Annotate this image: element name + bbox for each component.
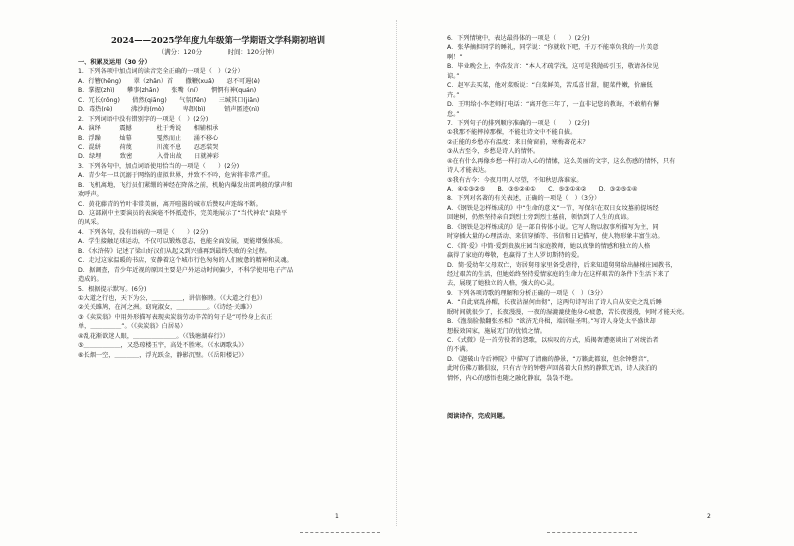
- text-line: D．绿埋 致密 入骨出故 日就神彩: [78, 153, 219, 161]
- text-line: 1．下列各项中加点词的读音完全正确的一项是（ ）（2分）: [78, 68, 244, 76]
- footer-rule-right: [547, 532, 637, 534]
- text-line: C．赵军去买菜，他对菜贩说：“白菜鲜美，苦瓜喜甘甜，腿菜件嫩，价廉低: [447, 82, 653, 90]
- text-line: 9．下列各项诗歌的理解和分析正确的一项是（ ）（3分）: [447, 289, 607, 297]
- text-line: 去，展现了她独立的人格，强大的心灵。: [447, 280, 559, 288]
- text-line: 诗人才能表达。: [447, 167, 491, 175]
- text-line: ②关关雎鸠，在河之洲。窈窕淑女，＿＿＿＿＿。（《诗经·关雎》）: [78, 304, 256, 312]
- text-line: A．行簪(hēng) 翠（zhān）首 撒鞭(xuǎ) 忍不可遏(è): [78, 77, 260, 85]
- right-text-lines: [447, 34, 747, 421]
- text-line: C．混絣 荷蔑 川流不息 忍恶装哭: [78, 143, 219, 151]
- exam-page-right: [397, 0, 794, 546]
- text-line: ③《卖炭翁》中用外形描写表现卖炭翁劳动辛苦的句子是“可怜身上衣正: [78, 313, 273, 321]
- text-line: 造成的。: [78, 276, 103, 284]
- text-line: D．王明给小李老师打电话：“离开您三年了，一直非记您的教诲，不敢稍有懈: [447, 101, 660, 109]
- text-line: [447, 383, 747, 392]
- text-line: A．“自此衰乱孙醒，长夜沾湿何由彻”，这两句诗写出了诗人自从安史之乱后睡: [447, 299, 662, 307]
- text-line: B．《渔翁脸傲翻张丞相》“欲济无舟楫，端居耻圣明。”写诗人身处太平盛世却: [447, 318, 656, 326]
- text-line: 3．下列各句中，加点词语使用恰当的一项是（ ）(2分): [78, 162, 240, 170]
- text-line: A．张华摘担同学的睡礼，同学说：“你就收下吧，千万不能辜负我的一片美意: [447, 44, 659, 52]
- text-line: B．毕业晚会上，李浩发言：“本人才疏学浅，这可是我抛砖引玉，敬请各位见: [447, 63, 659, 71]
- text-line: ③从古至今，乡愁是诗人的情怀。: [447, 148, 540, 156]
- text-line: [447, 393, 747, 402]
- text-line: D．毒热(rè) 沸沙海(mò) 卑卸(bì) 销声匿迹(nì): [78, 106, 260, 114]
- text-line: 时穿插大量的心理活动、来信穿插等、书信和日记描写，使人物形象丰富生动。: [447, 233, 664, 241]
- text-line: C．《式微》是一首劳役者的怨歌，以疾叹的方式，质揭奢遭驱谈出了对统治者: [447, 337, 659, 344]
- text-line: 2．下列词语中没有错别字的一项是（ ）(2分): [78, 115, 209, 123]
- text-line: A．学生接触足球运动，不仅可以锻炼意志，也能全面发展，更能增强体质。: [78, 238, 287, 246]
- text-line: 7．下列句子的排列顺序准确的一项是（ ）(2分): [447, 119, 590, 127]
- text-line: 怠。”: [447, 110, 460, 118]
- text-line: B．《钢铁是怎样炼成的》是一部自传体小说。它写人物以叙事所描写为主，同: [447, 223, 659, 231]
- text-line: A．④①③②⑤ B．③⑤②④① C．⑤③①④② D．③②⑤①④: [447, 186, 638, 193]
- text-line: 想报效国家，施展无门的忧愤之情。: [447, 327, 546, 335]
- text-line: A．《钢铁是怎样炼成的》中“生命的意义”一节，写保尔在双日女坟墓前提场经: [447, 204, 659, 212]
- text-line: D．简·爱幼年父母双亡，寄居舅母家里备受虐待，后来知道舅舅给出赫梯庄园教书，: [447, 261, 677, 269]
- footer-rule-left: [300, 532, 380, 534]
- left-text-lines: [78, 58, 358, 360]
- text-line: 5．根据提示默写。(6分): [78, 285, 147, 293]
- text-line: 眠时间就很少了，长夜漫漫，一夜的湿漉漉使他身心疲惫，苦长夜漫漫，何时才能天亮。: [447, 308, 689, 316]
- text-line: A．演绎 震撼 杜于秀说 相辅相承: [78, 125, 219, 133]
- page-number-right: 2: [707, 513, 711, 520]
- text-line: ⑤＿＿＿＿＿＿，又恐琼楼玉宇，高处不胜寒。（《水调歌头》）: [78, 342, 248, 350]
- exam-subtitle: （满分：120分 时间：120分钟）: [157, 48, 279, 56]
- text-line: ①我那不能摔掉那棵，不能壮诗文中不能自拔。: [447, 129, 577, 137]
- text-line: 6．下列情境中，表达最得体的一项是（ ）(2分): [447, 35, 590, 42]
- text-line: ④在有什么再像乡愁一样打动人心的情愫，这么美丽的文字，这么伤感的情怀，只有: [447, 157, 676, 165]
- text-line: 赢得了家庭的尊敬，也赢得了主人罗切斯特的爱。: [447, 252, 584, 260]
- page-number-left: 1: [335, 513, 339, 520]
- text-line: 啊！”: [447, 53, 463, 61]
- text-line: 回建树，仍然坚持亲自到烈士旁到烈士墓前，领悟到了人生的真谛。: [447, 214, 633, 222]
- text-line: D．据调查，青少年近视的原因主要是户外运动时间偏少，不科学使用电子产品: [78, 266, 294, 274]
- left-column: [78, 34, 358, 360]
- text-line: 情怀，内心的感悟也随之融化静寂，袅袅不绝。: [447, 374, 577, 382]
- text-line: 的不满。: [447, 346, 472, 354]
- text-line: B．掌握(zhì) 攀事(zhān) 张嘴（ní） 惘惘有神(quán): [78, 87, 257, 95]
- right-column: [447, 34, 747, 421]
- text-line: 经过艰苦的生活，但她始终坚持爱情家庭的生命力在这样艰苦的条件下生活下来了: [447, 270, 670, 278]
- text-line: C．《简·爱》中简·爱到贵族庄园当家庭教师，她以真挚的情感和独立的人格: [447, 242, 651, 250]
- text-line: D．《题破山寺后禅院》中描写了清幽的静景，“万籁此都寂，但余钟磬音”，: [447, 355, 654, 363]
- text-line: C．黄花藤青的竹叶非常美丽，离开喧嚣的城市后赞叹声连绵不断。: [78, 200, 262, 208]
- text-line: 此时仿佛万籁俱寂，只有古寺的钟磬声回荡着大自然的静默无语，诗人淡泊的: [447, 365, 658, 373]
- text-line: A．青少年一旦沉溺于网络的虚拟世界，并致不不吟，危害将非常严重。: [78, 172, 275, 180]
- text-line: B．《水浒传》记述了梁山好汉们从起义到兴盛再到最终失败的全过程。: [78, 247, 271, 255]
- text-line: 欢呼声。: [78, 191, 103, 199]
- text-line: 4．下列各句，没有语病的一项是（ ）(2分): [78, 228, 209, 236]
- text-line: B．浮躁 灿幕 戛然而止 涌不移心: [78, 134, 219, 142]
- text-line: 单，＿＿＿＿＿”。（《卖炭翁》白居易）: [78, 323, 187, 331]
- text-line: C．冗长(rǒng) 倩然(qiāng) 气氛(fēn) 三缄其口(jiān): [78, 96, 260, 104]
- text-line: 一、积累及运用（30 分）: [78, 59, 151, 66]
- text-line: C．走过这家温暖的书店，安静着这个城市行色匆匆的人们疲惫的精神和灵魂。: [78, 257, 293, 265]
- text-line: ⑤我有古今：今夜月明人尽望，不知秋思落谁家。: [447, 176, 583, 184]
- text-line: 的风采。: [78, 219, 103, 227]
- exam-title: 2024——2025学年度九年级第一学期语文学科期初培训: [110, 35, 326, 45]
- text-line: 阅读诗作，完成问题。: [447, 412, 509, 420]
- text-line: 卉。”: [447, 91, 460, 99]
- text-line: 谅。”: [447, 72, 460, 80]
- text-line: 8．下列对名著的有关表述，正确的一项是（ ）（3分）: [447, 195, 601, 203]
- text-line: [447, 402, 747, 411]
- text-line: ⑥长烟一空，＿＿＿＿，浮光跃金，静影沉璧。（《岳阳楼记》）: [78, 351, 248, 359]
- text-line: ①大道之行也，天下为公，＿＿＿＿＿，讲信修睦。（《大道之行也》）: [78, 294, 267, 302]
- text-line: ②正能的乡愁亦有温度：来日倚窗前，寒梅著花未？: [447, 138, 589, 146]
- text-line: ④乱花渐欲迷人眼，＿＿＿＿＿＿＿。（《钱塘湖春行》）: [78, 332, 229, 340]
- text-line: D．这部剧中主要演员的表演毫不怀抵造作，完美地展示了“当代神农”袁隆平: [78, 210, 288, 217]
- text-line: B．飞机离地，飞行员们紧绷的神经在降落之前，机舱内爆发出雷鸣般的掌声和: [78, 181, 293, 189]
